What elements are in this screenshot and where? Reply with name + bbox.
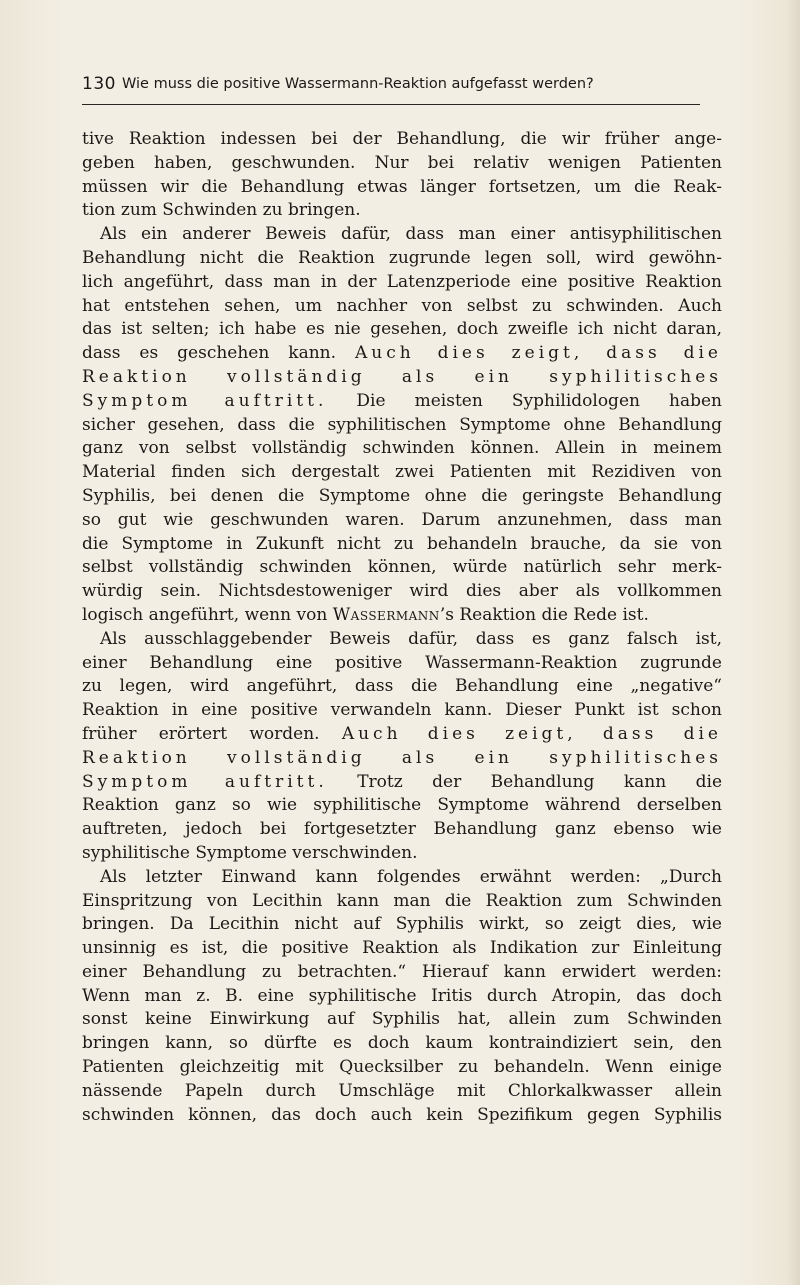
text-line [82, 342, 722, 366]
text-segment: Symptom auftritt. [82, 390, 328, 411]
text-segment: auftreten, jedoch bei fortgesetzter Behandlung ganz ebenso wie [82, 819, 722, 840]
text-line [82, 771, 722, 795]
text-segment: das ist selten; ich habe es nie gesehen, doch zweifle ich nicht daran, [82, 319, 722, 340]
text-segment: Wassermann [332, 604, 440, 625]
text-segment: Wenn man z. B. eine syphilitische Iritis durch Atropin, das doch [82, 985, 722, 1006]
text-segment: nässende Papeln durch Umschläge mit Chlorkalkwasser allein [82, 1080, 722, 1101]
text-line [82, 128, 722, 152]
running-head: Wie muss die positive Wassermann-Reaktion aufgefasst werden? [122, 76, 594, 92]
text-line [82, 1056, 722, 1080]
text-segment: Einspritzung von Lecithin kann man die Reaktion zum Schwinden [82, 890, 722, 911]
text-line [82, 295, 722, 319]
text-segment: logisch angeführt, wenn von [82, 604, 333, 625]
text-segment: ganz von selbst vollständig schwinden können. Allein in meinem [82, 438, 722, 459]
text-line [82, 271, 722, 295]
text-line [82, 628, 722, 652]
text-line [82, 842, 722, 866]
text-line [82, 366, 722, 390]
text-segment: die Symptome in Zukunft nicht zu behandeln brauche, da sie von [82, 533, 722, 554]
text-segment: tive Reaktion indessen bei der Behandlung, die wir früher ange- [82, 129, 722, 149]
text-segment: ’s Reaktion die Rede ist. [439, 604, 649, 625]
body-text [82, 128, 722, 1127]
page-edge-shadow [786, 0, 800, 1285]
text-line [82, 604, 722, 628]
text-line [82, 414, 722, 438]
text-segment: Symptom auftritt. [82, 771, 328, 792]
text-line [82, 223, 722, 247]
text-segment: Reaktion in eine positive verwandeln kann. Dieser Punkt ist schon [82, 700, 722, 721]
text-segment: Reaktion vollständig als ein syphilitisches [82, 366, 722, 387]
text-segment: unsinnig es ist, die positive Reaktion als Indikation zur Einleitung [82, 938, 722, 959]
text-segment: sonst keine Einwirkung auf Syphilis hat, allein zum Schwinden [82, 1009, 722, 1030]
text-line [82, 199, 722, 223]
text-line [82, 318, 722, 342]
text-segment: syphilitische Symptome verschwinden. [82, 842, 418, 863]
text-segment: einer Behandlung zu betrachten.“ Hierauf kann erwidert werden: [82, 961, 722, 982]
text-segment: sicher gesehen, dass die syphilitischen Symptome ohne Behandlung [82, 414, 722, 435]
text-segment: bringen kann, so dürfte es doch kaum kontraindiziert sein, den [82, 1033, 722, 1054]
text-line [82, 652, 722, 676]
text-line [82, 890, 722, 914]
text-segment: würdig sein. Nichtsdestoweniger wird dies aber als vollkommen [82, 581, 722, 602]
text-line [82, 1080, 722, 1104]
text-line [82, 461, 722, 485]
text-line [82, 818, 722, 842]
text-segment: Reaktion vollständig als ein syphilitisches [82, 747, 722, 768]
page-header [82, 74, 700, 105]
text-line [82, 390, 722, 414]
text-line [82, 961, 722, 985]
text-line [82, 247, 722, 271]
text-line [82, 794, 722, 818]
text-segment: müssen wir die Behandlung etwas länger fortsetzen, um die Reak- [82, 176, 722, 197]
text-segment: Auch dies zeigt, dass die [354, 343, 722, 364]
text-segment: geben haben, geschwunden. Nur bei relativ wenigen Patienten [82, 152, 722, 173]
text-segment: einer Behandlung eine positive Wassermann-Reaktion zugrunde [82, 652, 722, 673]
text-line [82, 1008, 722, 1032]
text-segment: Material finden sich dergestalt zwei Patienten mit Rezidiven von [82, 462, 722, 483]
text-segment: dass es geschehen kann. [82, 343, 355, 364]
text-line [82, 533, 722, 557]
text-segment: zu legen, wird angeführt, dass die Behandlung eine „negative“ [82, 676, 722, 697]
text-segment: Trotz der Behandlung kann die [327, 771, 722, 792]
text-line [82, 580, 722, 604]
text-segment: Reaktion ganz so wie syphilitische Symptome während derselben [82, 795, 722, 816]
text-segment: so gut wie geschwunden waren. Darum anzunehmen, dass man [82, 509, 722, 530]
text-line [82, 723, 722, 747]
text-line [82, 152, 722, 176]
text-line [82, 485, 722, 509]
text-segment: schwinden können, das doch auch kein Spezifikum gegen Syphilis [82, 1104, 722, 1125]
text-segment: Die meisten Syphilidologen haben [327, 390, 722, 411]
text-line [82, 675, 722, 699]
text-segment: Auch dies zeigt, dass die [341, 723, 722, 744]
text-line [82, 937, 722, 961]
text-segment: selbst vollständig schwinden können, würde natürlich sehr merk- [82, 557, 722, 578]
text-line [82, 1032, 722, 1056]
text-line [82, 509, 722, 533]
text-line [82, 913, 722, 937]
text-segment: Syphilis, bei denen die Symptome ohne die geringste Behandlung [82, 485, 722, 506]
text-segment: Als ein anderer Beweis dafür, dass man einer antisyphilitischen [100, 224, 722, 245]
text-segment: hat entstehen sehen, um nachher von selbst zu schwinden. Auch [82, 295, 722, 316]
text-segment: tion zum Schwinden zu bringen. [82, 200, 361, 221]
text-line [82, 556, 722, 580]
text-segment: lich angeführt, dass man in der Latenzperiode eine positive Reaktion [82, 271, 722, 292]
text-segment: bringen. Da Lecithin nicht auf Syphilis wirkt, so zeigt dies, wie [82, 914, 722, 935]
page-number: 130 [82, 74, 116, 94]
text-segment: Als letzter Einwand kann folgendes erwähnt werden: „Durch [100, 866, 722, 887]
text-segment: früher erörtert worden. [82, 723, 342, 744]
text-segment: Behandlung nicht die Reaktion zugrunde legen soll, wird gewöhn- [82, 247, 722, 268]
text-line [82, 176, 722, 200]
text-segment: Patienten gleichzeitig mit Quecksilber zu behandeln. Wenn einige [82, 1057, 722, 1078]
text-segment: Als ausschlaggebender Beweis dafür, dass es ganz falsch ist, [100, 628, 722, 649]
text-line [82, 866, 722, 890]
text-line [82, 747, 722, 771]
text-line [82, 699, 722, 723]
text-line [82, 1104, 722, 1128]
text-line [82, 985, 722, 1009]
text-line [82, 437, 722, 461]
